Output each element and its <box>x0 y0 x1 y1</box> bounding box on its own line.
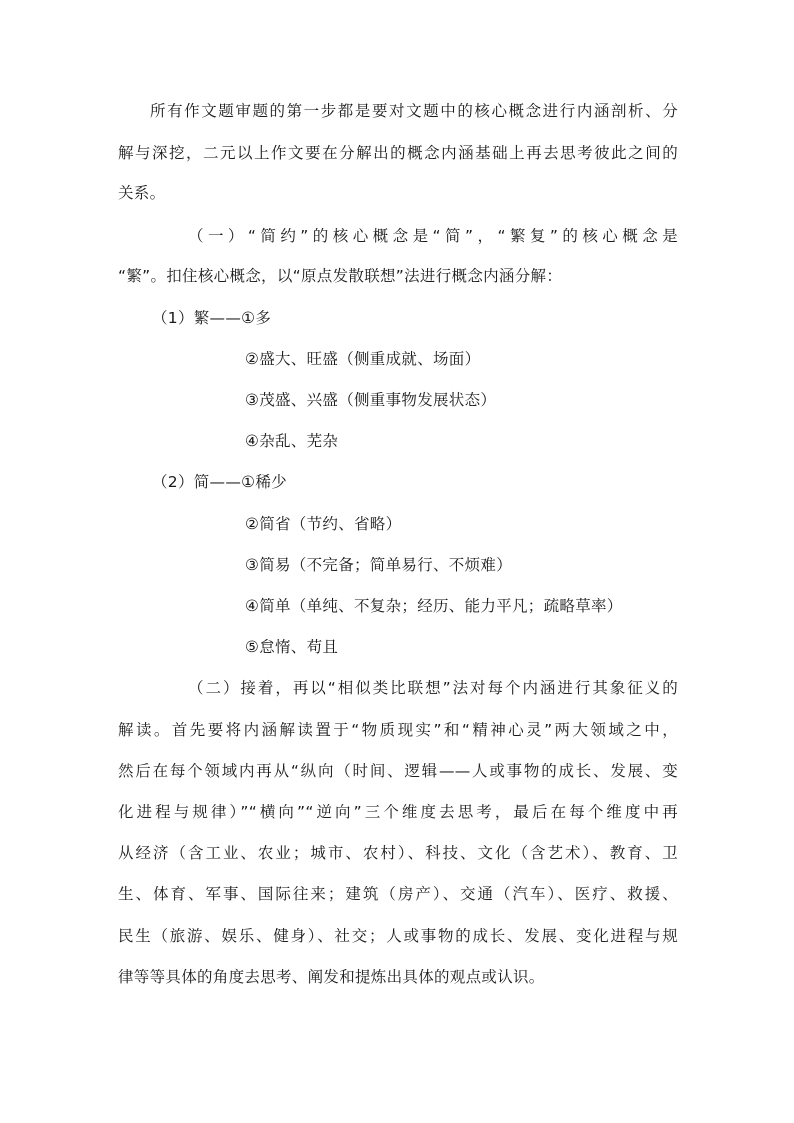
paragraph-1-line-1: 所有作文题审题的第一步都是要对文题中的核心概念进行内涵剖析、分 <box>150 102 678 120</box>
section-2-line-6: 生、体育、军事、国际往来；建筑（房产）、交通（汽车）、医疗、救援、 <box>118 885 678 903</box>
paragraph-1-line-3: 关系。 <box>118 184 166 202</box>
list-2-item-5: ⑤怠惰、苟且 <box>245 638 339 656</box>
list-2-item-4: ④简单（单纯、不复杂；经历、能力平凡；疏略草率） <box>245 597 623 615</box>
section-1-line-2: “繁”。扣住核心概念，以“原点发散联想”法进行概念内涵分解： <box>118 267 563 285</box>
list-2-item-2: ②简省（节约、省略） <box>245 515 402 533</box>
section-2-line-8: 律等等具体的角度去思考、阐发和提炼出具体的观点或认识。 <box>118 968 545 986</box>
section-2-line-5: 从经济（含工业、农业；城市、农村）、科技、文化（含艺术）、教育、卫 <box>118 844 678 862</box>
list-1-head: （1）繁——①多 <box>152 309 272 327</box>
section-2-line-3: 然后在每个领域内再从“纵向（时间、逻辑——人或事物的成长、发展、变 <box>118 762 678 780</box>
list-1-item-4: ④杂乱、芜杂 <box>245 432 339 450</box>
list-2-head: （2）简——①稀少 <box>152 473 287 491</box>
list-1-item-3: ③茂盛、兴盛（侧重事物发展状态） <box>245 391 497 409</box>
section-1-line-1: （一）“简约”的核心概念是“简”，“繁复”的核心概念是 <box>188 227 678 245</box>
paragraph-1-line-2: 解与深挖，二元以上作文要在分解出的概念内涵基础上再去思考彼此之间的 <box>118 144 678 162</box>
section-2-line-4: 化进程与规律）”“横向”“逆向”三个维度去思考，最后在每个维度中再 <box>118 803 678 821</box>
list-1-item-2: ②盛大、旺盛（侧重成就、场面） <box>245 350 481 368</box>
section-2-line-2: 解读。首先要将内涵解读置于“物质现实”和“精神心灵”两大领域之中， <box>118 721 678 739</box>
list-2-item-3: ③简易（不完备；简单易行、不烦难） <box>245 556 512 574</box>
section-2-line-1: （二）接着，再以“相似类比联想”法对每个内涵进行其象征义的 <box>188 679 678 697</box>
section-2-line-7: 民生（旅游、娱乐、健身）、社交；人或事物的成长、发展、变化进程与规 <box>118 927 678 945</box>
